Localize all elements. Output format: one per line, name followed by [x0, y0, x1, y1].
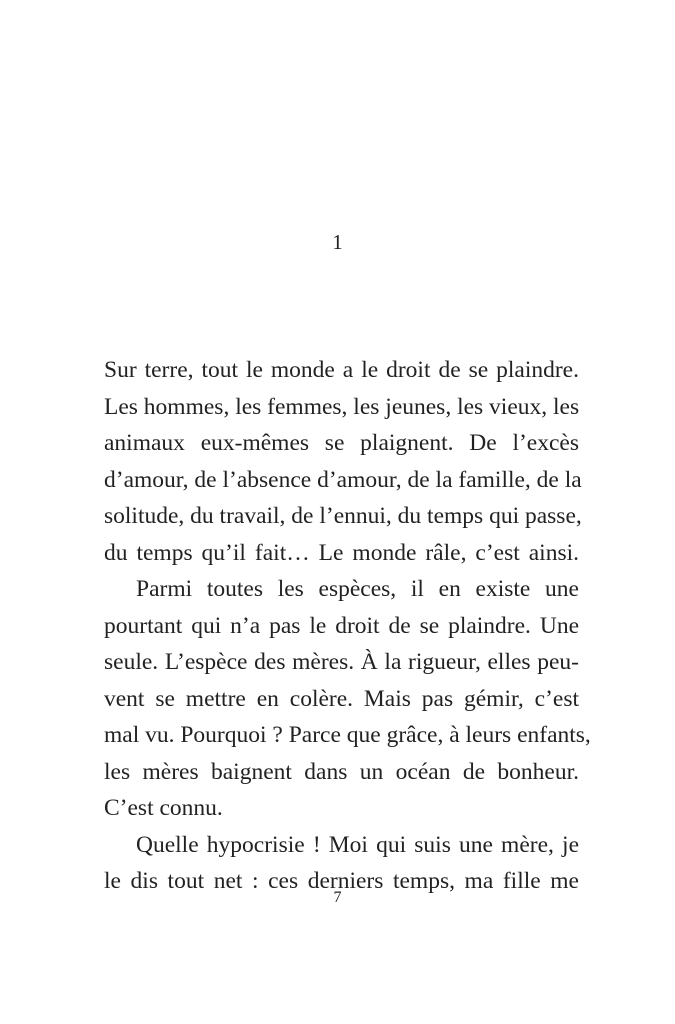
text-line: pourtant qui n’a pas le droit de se plaindre. Une [104, 612, 579, 639]
text-line: solitude, du travail, de l’ennui, du temps qui passe, [104, 503, 582, 529]
text-line: mal vu. Pourquoi ? Parce que grâce, à leurs enfants, [104, 722, 591, 748]
text-line: les mères baignent dans un océan de bonheur. [104, 758, 579, 785]
page-number: 7 [333, 889, 342, 906]
text-line: du temps qu’il fait… Le monde râle, c’est ainsi. [104, 539, 579, 566]
text-line: animaux eux-mêmes se plaignent. De l’excès [104, 430, 579, 456]
text-line: C’est connu. [104, 795, 223, 821]
text-line: Les hommes, les femmes, les jeunes, les vieux, les [104, 393, 580, 420]
body-text [104, 352, 591, 900]
text-line: d’amour, de l’absence d’amour, de la famille, de la [104, 466, 582, 493]
text-line: Parmi toutes les espèces, il en existe une [136, 576, 579, 602]
text-line: le dis tout net : ces derniers temps, ma fille me [104, 868, 579, 894]
text-line: vent se mettre en colère. Mais pas gémir, c’est [104, 685, 579, 712]
text-line: Quelle hypocrisie ! Moi qui suis une mère, je [136, 831, 579, 858]
text-line: Sur terre, tout le monde a le droit de se plaindre. [104, 357, 579, 383]
chapter-number: 1 [332, 230, 343, 254]
text-line: seule. L’espèce des mères. À la rigueur, elles peu- [104, 649, 579, 675]
